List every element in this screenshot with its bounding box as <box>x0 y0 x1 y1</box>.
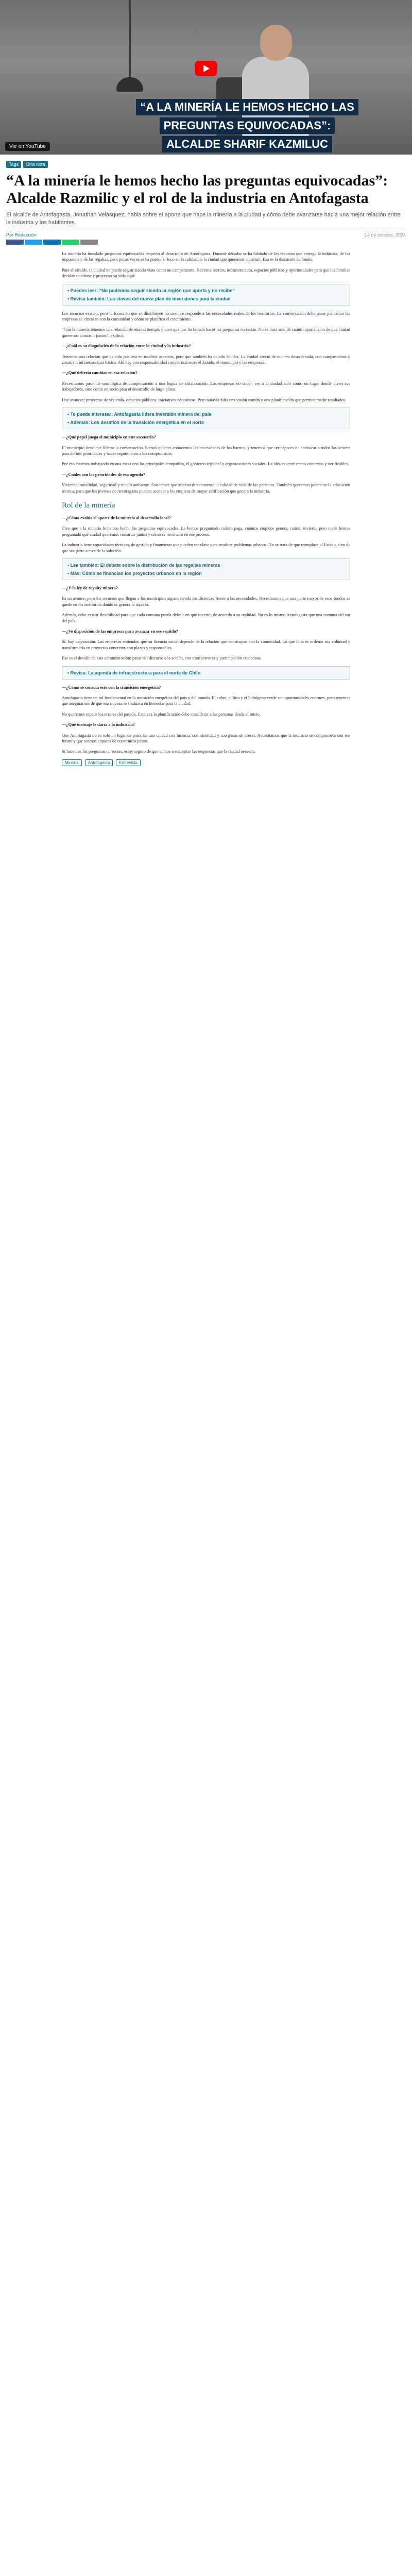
interview-answer: Sí, hay disposición. Las empresas entienden que su licencia social depende de la relación que construyan con la comunidad. Lo que falta es ordenar esa voluntad y transformarla en proyectos concretos con plazos y responsables. <box>62 639 350 650</box>
interview-question: —¿Y la ley de royalty minero? <box>62 585 118 590</box>
related-link[interactable]: • Revisa también: Las claves del nuevo plan de inversiones para la ciudad <box>67 296 231 301</box>
video-quote-line: “A LA MINERÍA LE HEMOS HECHO LAS <box>136 99 358 115</box>
related-link[interactable]: • Revisa: La agenda de infraestructura para el norte de Chile <box>67 670 200 675</box>
interview-question: —¿Cuáles son las prioridades de esa agenda? <box>62 472 145 477</box>
footer-tag[interactable]: Entrevista <box>116 759 141 766</box>
play-icon[interactable] <box>195 61 217 76</box>
related-links-box <box>62 666 350 680</box>
interview-answer: La industria tiene capacidades técnicas, de gestión y financieras que pueden ser clave para resolver problemas urbanos. No se trata de que reemplace al Estado, sino de que sea parte activa de la solución. <box>62 543 350 553</box>
tag-list <box>6 161 406 168</box>
paragraph: La minería ha instalado preguntas equivocadas respecto al desarrollo de Antofagasta. Durante décadas se ha hablado de los recursos que entrega la industria, de los impuestos y de las regalías, pero pocas veces se ha puesto el foco en la calidad de la ciudad que queremos construir. Esa es la discusión de fondo. <box>62 251 350 262</box>
interview-answer: Creo que a la minería le hemos hecho las preguntas equivocadas. Le hemos preguntado cuánto paga, cuántos empleos genera, cuánto invierte, pero no le hemos preguntado qué ciudad queremos construir juntos y cómo se involucra en ese proceso. <box>62 526 350 537</box>
video-quote-line: ALCALDE SHARIF KAZMILUC <box>162 136 332 152</box>
byline <box>6 230 406 238</box>
article-deck: El alcalde de Antofagasta, Jonathan Velásquez, habla sobre el aporte que hace la minería a la ciudad y cómo debe avanzarse hacia una mejor relación entre la industria y los habitantes. <box>6 212 401 226</box>
interview-answer: Tenemos una relación que ha sido positiva en muchos aspectos, pero que también ha dejado deudas. La ciudad creció de manera desordenada, con campamentos y zonas sin infraestructura básica. Ahí hay una responsabilidad compartida entre el Estado, el municipio y las empresas. <box>62 354 350 365</box>
interview-question: —¿Qué mensaje le daría a la industria? <box>62 722 135 727</box>
related-link[interactable]: • Más: Cómo se financian los proyectos urbanos en la región <box>67 570 202 576</box>
related-link[interactable]: • Además: Los desafíos de la transición energética en el norte <box>67 420 204 426</box>
interview-question: —¿Qué papel juega el municipio en este escenario? <box>62 435 156 440</box>
facebook-share-icon[interactable] <box>6 240 24 245</box>
interview-answer: Necesitamos pasar de una lógica de compensación a una lógica de colaboración. Las empresas no deben ver a la ciudad solo como un lugar donde viven sus trabajadores, sino como un socio para el desarrollo de largo plazo. <box>62 381 350 392</box>
interview-answer: Antofagasta tiene un rol fundamental en la transición energética del país y del mundo. El cobre, el litio y el hidrógeno verde son oportunidades enormes, pero tenemos que asegurarnos de que esa riqueza se traduzca en bienestar para la ciudad. <box>62 696 350 706</box>
interview-question: —¿Ve disposición de las empresas para avanzar en ese sentido? <box>62 629 178 634</box>
interview-answer: Ese es el desafío de esta administración: pasar del discurso a la acción, con transparencia y participación ciudadana. <box>62 656 262 661</box>
twitter-share-icon[interactable] <box>25 240 42 245</box>
related-link[interactable]: • Te puede interesar: Antofagasta lidera inversión minera del país <box>67 412 212 417</box>
related-links-box <box>62 558 350 580</box>
lamp-pole <box>129 0 131 77</box>
article-text <box>62 251 350 494</box>
footer-tag[interactable]: Minería <box>62 759 82 766</box>
share-row <box>6 240 406 245</box>
tag[interactable]: Otra nota <box>23 161 48 168</box>
paragraph: “Con la minería tenemos una relación de mucho tiempo, y creo que nos ha faltado hacer las preguntas correctas. No se trata solo de cuánto aporta, sino de qué ciudad queremos construir juntos”, explicó. <box>62 327 350 338</box>
interview-answer: Vivienda, movilidad, seguridad y medio ambiente. Son temas que afectan directamente la calidad de vida de las personas. También queremos potenciar la educación técnica, para que los jóvenes de Antofagasta puedan acceder a los empleos de mayor calificación que genera la industria. <box>62 483 350 494</box>
publish-date: 14 de octubre, 2024 <box>364 232 406 238</box>
whatsapp-share-icon[interactable] <box>62 240 79 245</box>
interview-question: —¿Qué debería cambiar en esa relación? <box>62 370 138 376</box>
article-text <box>62 515 350 755</box>
lampshade <box>116 77 143 92</box>
interviewee-head <box>260 25 292 61</box>
author-link[interactable]: Por Redacción <box>6 232 37 238</box>
interview-answer: No queremos repetir los errores del pasado. Esta vez la planificación debe considerar a las personas desde el inicio. <box>62 711 261 717</box>
footer-tags <box>62 759 350 766</box>
interview-question: —¿Cómo evalúa el aporte de la minería al desarrollo local? <box>62 515 171 520</box>
interview-answer: Además, debe existir flexibilidad para que cada comuna pueda definir en qué invertir, de acuerdo a su realidad. No es lo mismo Antofagasta que una comuna del sur del país. <box>62 613 350 623</box>
paragraph: Los recursos existen, pero la forma en que se distribuyen no siempre responde a las necesidades reales de los territorios. La conversación debe pasar por cómo las empresas se vinculan con la comunidad y cómo se planifica el crecimiento. <box>62 311 350 322</box>
email-share-icon[interactable] <box>80 240 98 245</box>
footer-tag[interactable]: Antofagasta <box>85 759 113 766</box>
related-links-box <box>62 284 350 306</box>
interview-answer: Por eso estamos trabajando en una mesa con las principales compañías, el gobierno regional y organizaciones sociales. La idea es tener metas concretas y verificables. <box>62 462 349 467</box>
interview-answer: Es un avance, pero los recursos que llegan a los municipios siguen siendo insuficientes frente a las necesidades. Necesitamos que una parte mayor de esos fondos se quede en los territorios donde se genera la riqueza. <box>62 596 350 607</box>
interview-answer: Que Antofagasta no es solo un lugar de paso. Es una ciudad con historia, con identidad y con ganas de crecer. Necesitamos que la industria se comprometa con ese futuro y que seamos capaces de construirlo juntos. <box>62 733 350 744</box>
related-link[interactable]: • Lee también: El debate sobre la distribución de las regalías mineras <box>67 562 220 568</box>
interview-answer: Hay avances: proyectos de vivienda, espacios públicos, iniciativas educativas. Pero todavía falta una visión común y una planificación que permita medir resultados. <box>62 397 347 402</box>
interview-answer: El municipio tiene que liderar la conversación. Somos quienes conocemos las necesidades de los barrios, y tenemos que ser capaces de convocar a todos los actores para definir prioridades y hacer seguimiento a los compromisos. <box>62 445 350 456</box>
paragraph: Para el alcalde, la ciudad no puede seguir siendo vista como un campamento. Necesita barrios, infraestructura, espacios públicos y oportunidades para que las familias decidan quedarse y proyectar su vida aquí. <box>62 267 350 279</box>
interview-question: —¿Cómo se conecta esto con la transición energética? <box>62 685 161 690</box>
tag[interactable]: Tags <box>6 161 21 168</box>
interview-answer: Si hacemos las preguntas correctas, estoy seguro de que vamos a encontrar las respuestas que la ciudad necesita. <box>62 749 256 754</box>
article-body <box>0 251 412 755</box>
linkedin-share-icon[interactable] <box>43 240 61 245</box>
video-hero[interactable] <box>0 0 412 155</box>
article-title: “A la minería le hemos hecho las preguntas equivocadas”: Alcalde Razmilic y el rol de la industria en Antofagasta <box>6 172 388 207</box>
article-header <box>0 155 412 245</box>
video-quote <box>118 98 376 154</box>
video-quote-line: PREGUNTAS EQUIVOCADAS”: <box>160 117 335 134</box>
related-link[interactable]: • Puedes leer: “No podemos seguir siendo la región que aporta y no recibe” <box>67 287 235 293</box>
interview-question: —¿Cuál es su diagnóstico de la relación entre la ciudad y la industria? <box>62 344 191 349</box>
watch-on-youtube-button[interactable]: Ver en YouTube <box>5 142 50 151</box>
related-links-box <box>62 408 350 429</box>
section-heading: Rol de la minería <box>62 501 115 510</box>
